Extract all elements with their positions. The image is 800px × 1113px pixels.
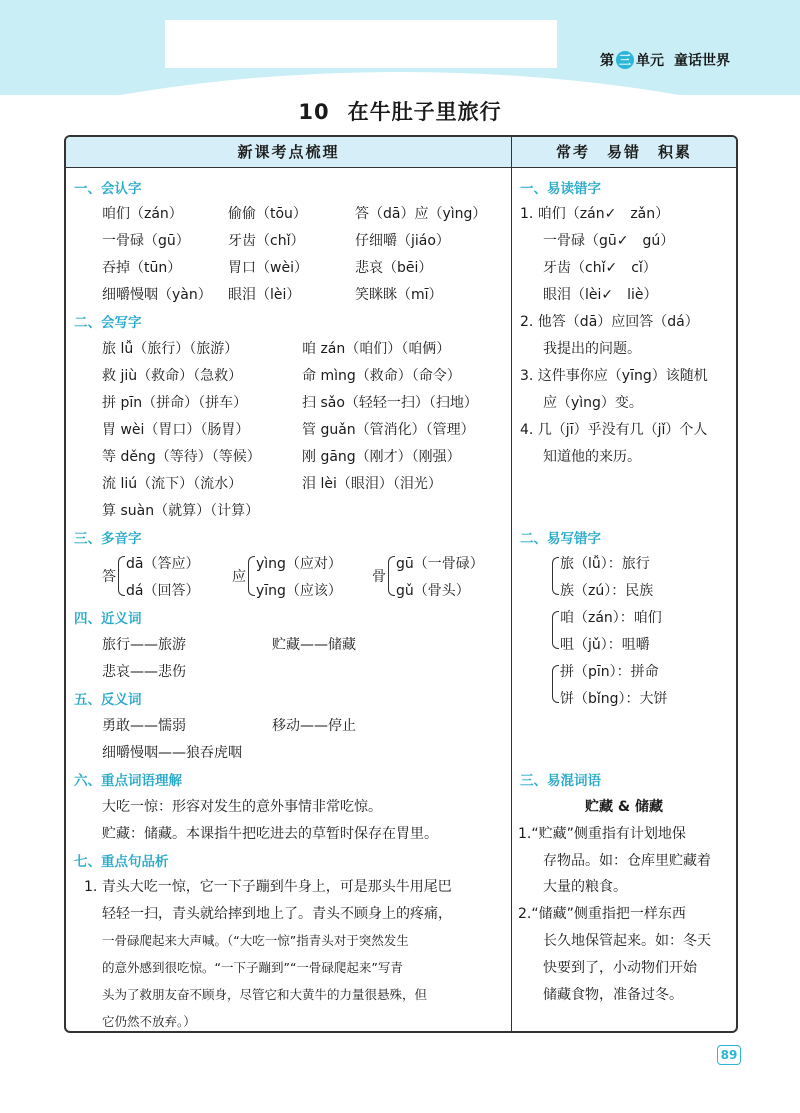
write-item: 拼 pīn（拼命）（拼车）: [102, 395, 248, 411]
polyphone-char: 骨: [372, 569, 386, 585]
word-item: 笑眯眯（mī）: [355, 287, 443, 303]
word-item: 吞掉（tūn）: [102, 260, 182, 276]
misread-line: 4. 几（jī）乎没有几（jǐ）个人: [520, 422, 708, 438]
polyphone-char: 应: [232, 569, 246, 585]
lesson-number: 10: [298, 100, 330, 124]
section-title: 二、易写错字: [520, 531, 601, 547]
confusing-line: 存物品。如：仓库里贮藏着: [543, 853, 711, 869]
word-item: 咱们（zán）: [102, 206, 183, 222]
write-item: 流 liú（流下）（流水）: [102, 476, 243, 492]
brace: [552, 665, 559, 703]
analysis-line: 它仍然不放弃。）: [102, 1014, 196, 1029]
confusing-words-subtitle: 贮藏 & 储藏: [585, 799, 663, 815]
write-item: 刚 gāng（刚才）（刚强）: [302, 449, 461, 465]
misread-line: 牙齿（chǐ✓ cǐ）: [543, 260, 657, 276]
lesson-name: 在牛肚子里旅行: [347, 100, 502, 124]
left-column-heading: 新课考点梳理: [66, 137, 511, 168]
word-item: 细嚼慢咽（yàn）: [102, 287, 212, 303]
write-item: 命 mìng（救命）（命令）: [302, 368, 461, 384]
analysis-line: 的意外感到很吃惊。“一下子蹦到”“一骨碌爬起来”写青: [102, 960, 403, 975]
unit-number-badge: 三: [616, 51, 634, 69]
brace: [552, 557, 559, 595]
word-item: 仔细嚼（jiáo）: [355, 233, 450, 249]
write-item: 咱 zán（咱们）（咱俩）: [302, 341, 451, 357]
misread-line: 一骨碌（gū✓ gú）: [543, 233, 675, 249]
brace: [388, 556, 395, 596]
section-title: 二、会写字: [74, 315, 142, 331]
section-title: 七、重点句品析: [74, 854, 169, 870]
confusing-line: 2.“储藏”侧重指把一样东西: [518, 906, 686, 922]
write-item: 等 děng（等待）（等候）: [102, 449, 261, 465]
word-item: 眼泪（lèi）: [228, 287, 301, 303]
section-title: 一、易读错字: [520, 181, 601, 197]
polyphone-reading: gū（一骨碌）: [396, 556, 484, 572]
word-item: 一骨碌（gū）: [102, 233, 190, 249]
miswrite-item: 旅（lǚ）：旅行: [560, 556, 650, 572]
column-divider: [511, 137, 512, 1031]
brace: [552, 611, 559, 649]
section-title: 三、多音字: [74, 531, 142, 547]
write-item: 救 jiù（救命）（急救）: [102, 368, 243, 384]
polyphone-reading: yìng（应对）: [256, 556, 342, 572]
unit-title: 童话世界: [674, 53, 730, 69]
analysis-line: 轻轻一扫，青头就给摔到地上了。青头不顾身上的疼痛，: [102, 906, 452, 922]
misread-line: 我提出的问题。: [543, 341, 641, 357]
brace: [248, 556, 255, 596]
analysis-line: 一骨碌爬起来大声喊。（“大吃一惊”指青头对于突然发生: [102, 933, 409, 948]
confusing-line: 快要到了，小动物们开始: [543, 960, 697, 976]
confusing-line: 储藏食物，准备过冬。: [543, 987, 683, 1003]
definition-line: 大吃一惊：形容对发生的意外事情非常吃惊。: [102, 799, 382, 815]
unit-label: [600, 50, 730, 70]
brace: [118, 556, 125, 596]
section-title: 五、反义词: [74, 692, 142, 708]
page-number: 89: [717, 1045, 741, 1065]
lesson-title: [0, 96, 800, 126]
misread-line: 2. 他答（dā）应回答（dá）: [520, 314, 699, 330]
polyphone-char: 答: [102, 569, 116, 585]
synonym-pair: 旅行——旅游: [102, 637, 186, 653]
unit-prefix: 第: [600, 53, 614, 69]
polyphone-reading: gǔ（骨头）: [396, 583, 470, 599]
antonym-pair: 勇敢——懦弱: [102, 718, 186, 734]
title-box: [165, 20, 557, 68]
section-title: 六、重点词语理解: [74, 773, 182, 789]
unit-suffix: 单元: [636, 53, 664, 69]
miswrite-item: 饼（bǐng）：大饼: [560, 691, 668, 707]
miswrite-item: 族（zú）：民族: [560, 583, 654, 599]
right-column-heading: 常考 易错 积累: [512, 137, 736, 168]
word-item: 牙齿（chǐ）: [228, 233, 305, 249]
miswrite-item: 咱（zán）：咱们: [560, 610, 662, 626]
misread-line: 知道他的来历。: [543, 449, 641, 465]
section-title: 四、近义词: [74, 611, 142, 627]
word-item: 悲哀（bēi）: [355, 260, 433, 276]
misread-line: 应（yìng）变。: [543, 395, 643, 411]
misread-line: 眼泪（lèi✓ liè）: [543, 287, 658, 303]
synonym-pair: 悲哀——悲伤: [102, 664, 186, 680]
antonym-pair: 细嚼慢咽——狼吞虎咽: [102, 745, 242, 761]
write-item: 泪 lèi（眼泪）（泪光）: [302, 476, 442, 492]
polyphone-reading: yīng（应该）: [256, 583, 342, 599]
word-item: 胃口（wèi）: [228, 260, 308, 276]
confusing-line: 大量的粮食。: [543, 879, 627, 895]
miswrite-item: 咀（jǔ）：咀嚼: [560, 637, 650, 653]
analysis-line: 1. 青头大吃一惊，它一下子蹦到牛身上，可是那头牛用尾巴: [84, 879, 452, 895]
word-item: 偷偷（tōu）: [228, 206, 307, 222]
analysis-line: 头为了救朋友奋不顾身，尽管它和大黄牛的力量很悬殊，但: [102, 987, 428, 1002]
polyphone-reading: dá（回答）: [126, 583, 200, 599]
write-item: 旅 lǚ（旅行）（旅游）: [102, 341, 239, 357]
confusing-line: 长久地保管起来。如：冬天: [543, 933, 711, 949]
section-title: 一、会认字: [74, 181, 142, 197]
antonym-pair: 移动——停止: [272, 718, 356, 734]
word-item: 答（dā）应（yìng）: [355, 206, 487, 222]
write-item: 胃 wèi（胃口）（肠胃）: [102, 422, 250, 438]
section-title: 三、易混词语: [520, 773, 601, 789]
write-item: 扫 sǎo（轻轻一扫）（扫地）: [302, 395, 478, 411]
synonym-pair: 贮藏——储藏: [272, 637, 356, 653]
confusing-line: 1.“贮藏”侧重指有计划地保: [518, 826, 686, 842]
definition-line: 贮藏：储藏。本课指牛把吃进去的草暂时保存在胃里。: [102, 826, 438, 842]
write-item: 算 suàn（就算）（计算）: [102, 503, 260, 519]
misread-line: 3. 这件事你应（yīng）该随机: [520, 368, 708, 384]
write-item: 管 guǎn（管消化）（管理）: [302, 422, 475, 438]
miswrite-item: 拼（pīn）：拼命: [560, 664, 659, 680]
polyphone-reading: dā（答应）: [126, 556, 200, 572]
misread-line: 1. 咱们（zán✓ zǎn）: [520, 206, 670, 222]
